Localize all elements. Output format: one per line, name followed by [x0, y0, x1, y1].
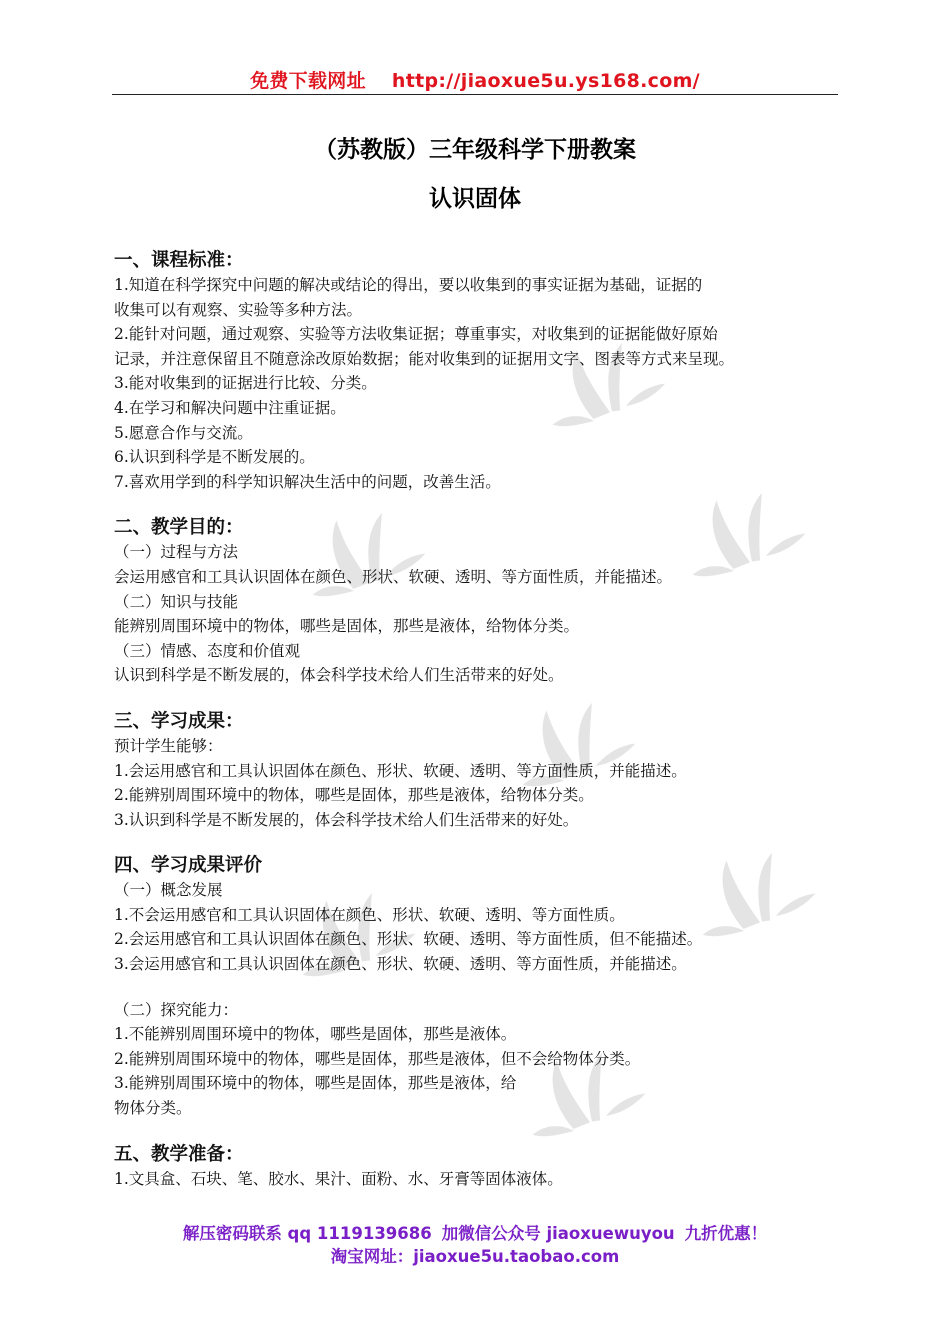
text-line: 3.认识到科学是不断发展的，体会科学技术给人们生活带来的好处。 — [114, 810, 579, 829]
text-line: （三）情感、态度和价值观 — [114, 641, 301, 660]
text-line: 能辨别周围环境中的物体，哪些是固体，那些是液体，给物体分类。 — [114, 617, 580, 636]
section-heading: 一、课程标准： — [114, 250, 244, 271]
text-line: 7.喜欢用学到的科学知识解决生活中的问题，改善生活。 — [114, 472, 501, 491]
text-line: （二）知识与技能 — [114, 592, 239, 611]
document-title: （苏教版）三年级科学下册教案 — [314, 136, 636, 163]
text-line: 1.会运用感官和工具认识固体在颜色、形状、软硬、透明、等方面性质，并能描述。 — [114, 761, 687, 780]
text-line: 6.认识到科学是不断发展的。 — [114, 448, 315, 467]
text-line: 4.在学习和解决问题中注重证据。 — [114, 398, 346, 417]
text-line: 2.能辨别周围环境中的物体，哪些是固体，那些是液体，给物体分类。 — [114, 786, 594, 805]
text-line: 认识到科学是不断发展的，体会科学技术给人们生活带来的好处。 — [114, 666, 564, 685]
text-line: 预计学生能够： — [114, 736, 223, 755]
text-line: （一）过程与方法 — [114, 543, 239, 562]
footer-wechat: 加微信公众号 jiaoxuewuyou — [441, 1224, 675, 1243]
header-divider — [112, 94, 838, 95]
header-label: 免费下载网址 — [250, 70, 366, 92]
text-line: 会运用感官和工具认识固体在颜色、形状、软硬、透明、等方面性质，并能描述。 — [114, 567, 673, 586]
lesson-title: 认识固体 — [429, 185, 521, 212]
footer-qq: 解压密码联系 qq 1119139686 — [182, 1224, 432, 1243]
text-line: 1.文具盒、石块、笔、胶水、果汁、面粉、水、牙膏等固体液体。 — [114, 1169, 563, 1188]
text-line: 3.会运用感官和工具认识固体在颜色、形状、软硬、透明、等方面性质，并能描述。 — [114, 955, 687, 974]
text-line: 2.能针对问题，通过观察、实验等方法收集证据；尊重事实，对收集到的证据能做好原始 — [114, 325, 718, 344]
text-line: 5.愿意合作与交流。 — [114, 423, 253, 442]
text-line: 1.不会运用感官和工具认识固体在颜色、形状、软硬、透明、等方面性质。 — [114, 905, 625, 924]
text-line: 收集可以有观察、实验等多种方法。 — [114, 300, 363, 319]
text-line: 2.会运用感官和工具认识固体在颜色、形状、软硬、透明、等方面性质，但不能描述。 — [114, 930, 703, 949]
text-line: 1.知道在科学探究中问题的解决或结论的得出，要以收集到的事实证据为基础，证据的 — [114, 276, 703, 294]
text-line: （二）探究能力： — [114, 1000, 239, 1019]
text-line: （一）概念发展 — [114, 881, 223, 900]
text-line: 2.能辨别周围环境中的物体，哪些是固体，那些是液体，但不会给物体分类。 — [114, 1049, 641, 1068]
text-line: 3.能对收集到的证据进行比较、分类。 — [114, 374, 377, 393]
text-line: 1.不能辨别周围环境中的物体，哪些是固体，那些是液体。 — [114, 1025, 517, 1044]
footer-discount: 九折优惠！ — [684, 1224, 768, 1243]
section-heading: 四、学习成果评价 — [114, 855, 263, 877]
section-heading: 五、教学准备： — [114, 1143, 244, 1165]
section-heading: 三、学习成果： — [114, 710, 244, 732]
page-header — [112, 66, 838, 93]
text-line: 记录，并注意保留且不随意涂改原始数据；能对收集到的证据用文字、图表等方式来呈现。 — [114, 349, 735, 368]
document-body — [114, 248, 854, 1191]
section-heading: 二、教学目的： — [114, 517, 244, 539]
text-line: 3.能辨别周围环境中的物体，哪些是固体，那些是液体，给 — [114, 1074, 517, 1093]
footer-contact — [0, 1220, 950, 1244]
text-line: 物体分类。 — [114, 1099, 192, 1118]
footer-shop-link[interactable]: 淘宝网址：jiaoxue5u.taobao.com — [330, 1247, 620, 1266]
header-url-link[interactable]: http://jiaoxue5u.ys168.com/ — [391, 70, 700, 92]
